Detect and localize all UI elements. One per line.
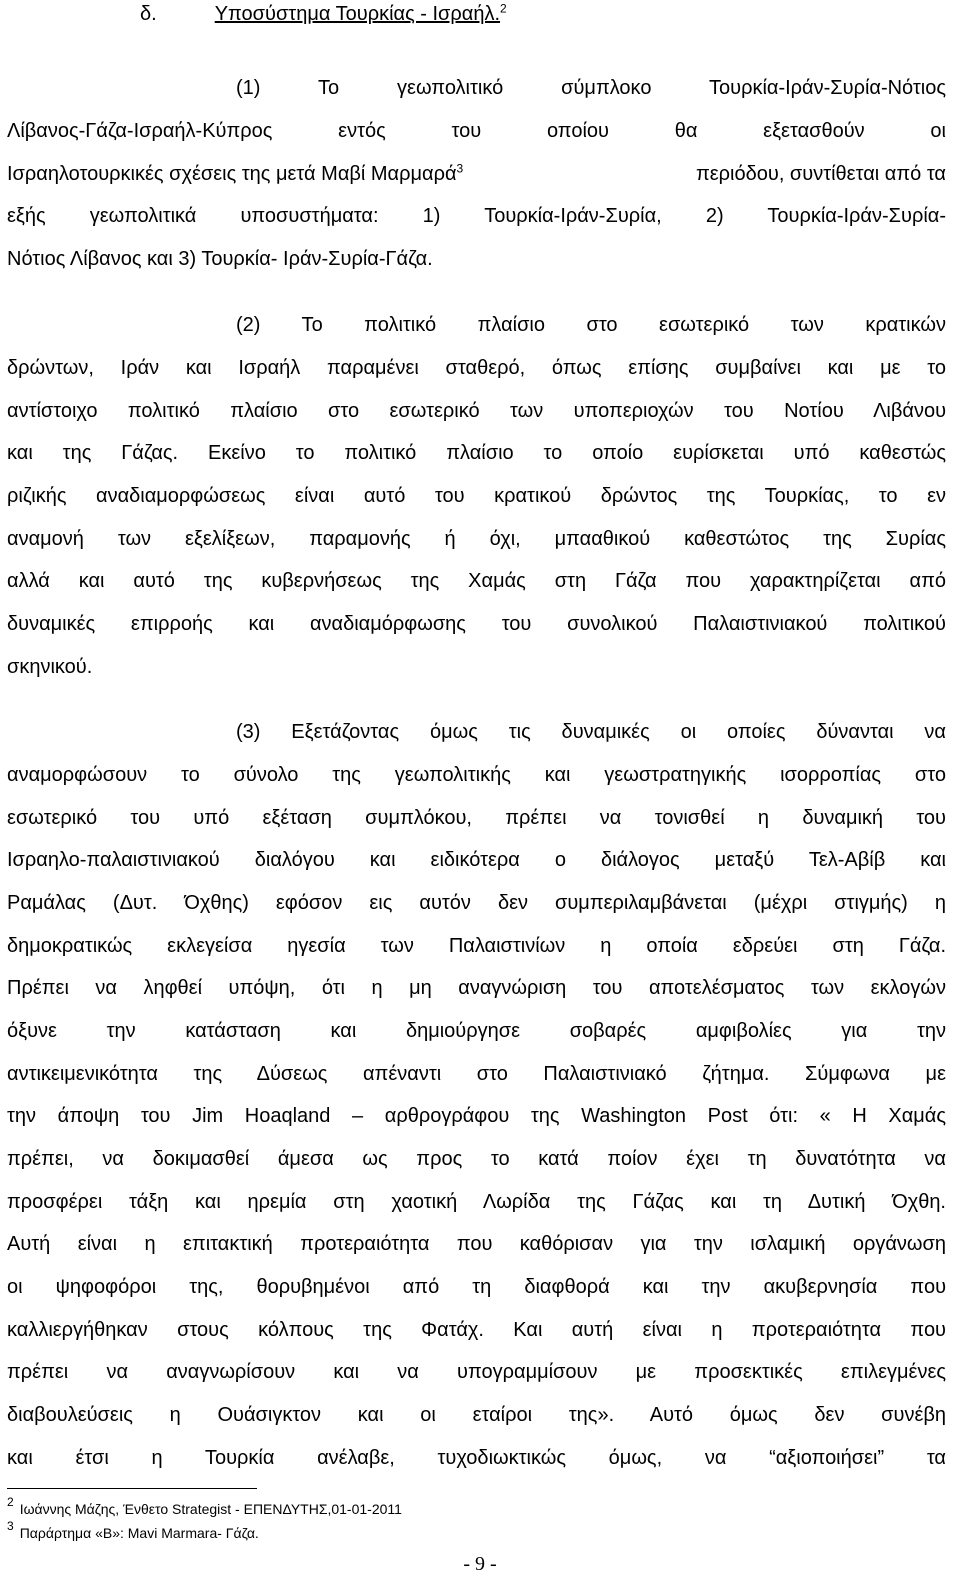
paragraph-3-line: πρέπει, να δοκιμασθεί άμεσα ως προς το κατά ποίον έχει τη δυνατότητα να [7, 1148, 946, 1170]
paragraph-3-line: Αυτή είναι η επιτακτική προτεραιότητα που καθόρισαν για την ισλαμική οργάνωση [7, 1233, 946, 1255]
paragraph-3-line: (3) Εξετάζοντας όμως τις δυναμικές οι οποίες δύνανται να [236, 721, 946, 743]
paragraph-3-line: διαβουλεύσεις η Ουάσιγκτον και οι εταίροι της». Αυτό όμως δεν συνέβη [7, 1404, 946, 1426]
paragraph-2-line: αλλά και αυτό της κυβερνήσεως της Χαμάς στη Γάζα που χαρακτηρίζεται από [7, 570, 946, 592]
paragraph-2-line: και της Γάζας. Εκείνο το πολιτικό πλαίσιο το οποίο ευρίσκεται υπό καθεστώς [7, 442, 946, 464]
footnote-3 [7, 1519, 259, 1543]
footnote-text: Ιωάννης Μάζης, Ένθετο Strategist - ΕΠΕΝΔΥΤΗΣ,01-01-2011 [19, 1501, 402, 1517]
paragraph-2-line: αντίστοιχο πολιτικό πλαίσιο στο εσωτερικό των υποπεριοχών του Νοτίου Λιβάνου [7, 400, 946, 422]
paragraph-3-line: προσφέρει τάξη και ηρεμία στη χαοτική Λωρίδα της Γάζας και τη Δυτική Όχθη. [7, 1191, 946, 1213]
paragraph-3-line: όξυνε την κατάσταση και δημιούργησε σοβαρές αμφιβολίες για την [7, 1020, 946, 1042]
paragraph-2-line: (2) Το πολιτικό πλαίσιο στο εσωτερικό των κρατικών [236, 314, 946, 336]
paragraph-3-line: οι ψηφοφόροι της, θορυβημένοι από τη διαφθορά και την ακυβερνησία που [7, 1276, 946, 1298]
paragraph-2-line: δρώντων, Ιράν και Ισραήλ παραμένει σταθερό, όπως επίσης συμβαίνει και με το [7, 357, 946, 379]
paragraph-1-line: (1) Το γεωπολιτικό σύμπλοκο Τουρκία-Ιράν-Συρία-Νότιος [236, 77, 946, 99]
footnote-2 [7, 1495, 402, 1519]
paragraph-3-line: καλλιεργήθηκαν στους κόλπους της Φατάχ. Και αυτή είναι η προτεραιότητα που [7, 1319, 946, 1341]
section-letter: δ. [140, 3, 157, 25]
section-heading [140, 2, 840, 26]
footnote-text: Παράρτημα «Β»: Mavi Marmara- Γάζα. [19, 1525, 259, 1541]
footnote-number: 2 [7, 1495, 14, 1509]
footnote-number: 3 [7, 1519, 14, 1533]
paragraph-1-line: Ισραηλοτουρκικές σχέσεις της μετά Μαβί Μαρμαρά$^3$ περιόδου, συντίθεται από τα [7, 161, 946, 185]
paragraph-1-line: εξής γεωπολιτικά υποσυστήματα: 1) Τουρκία-Ιράν-Συρία, 2) Τουρκία-Ιράν-Συρία- [7, 205, 946, 227]
paragraph-2-line: δυναμικές επιρροής και αναδιαμόρφωσης του συνολικού Παλαιστινιακού πολιτικού [7, 613, 946, 635]
paragraph-3-line: Ραμάλας (Δυτ. Όχθης) εφόσον εις αυτόν δεν συμπεριλαμβάνεται (μέχρι στιγμής) η [7, 892, 946, 914]
section-title: Υποσύστημα Τουρκίας - Ισραήλ. [214, 3, 501, 25]
footnote-separator [7, 1488, 257, 1489]
footnote-ref-2: 2 [500, 1, 507, 16]
paragraph-1-line: Νότιος Λίβανος και 3) Τουρκία- Ιράν-Συρία-Γάζα. [7, 248, 433, 270]
paragraph-3-line: Ισραηλο-παλαιστινιακού διαλόγου και ειδικότερα ο διάλογος μεταξύ Τελ-Αβίβ και [7, 849, 946, 871]
paragraph-3-line: εσωτερικό του υπό εξέταση συμπλόκου, πρέπει να τονισθεί η δυναμική του [7, 807, 946, 829]
paragraph-3-line: αναμορφώσουν το σύνολο της γεωπολιτικής και γεωστρατηγικής ισορροπίας στο [7, 764, 946, 786]
page-number: - 9 - [463, 1553, 497, 1575]
paragraph-3-line: και έτσι η Τουρκία ανέλαβε, τυχοδιωκτικώς όμως, να “αξιοποιήσει” τα [7, 1447, 946, 1469]
paragraph-3-line: Πρέπει να ληφθεί υπόψη, ότι η μη αναγνώριση του αποτελέσματος των εκλογών [7, 977, 946, 999]
paragraph-3-line: πρέπει να αναγνωρίσουν και να υπογραμμίσουν με προσεκτικές επιλεγμένες [7, 1361, 946, 1383]
footnote-ref-3: 3 [456, 161, 464, 176]
paragraph-2-line: ριζικής αναδιαμορφώσεως είναι αυτό του κρατικού δρώντος της Τουρκίας, το εν [7, 485, 946, 507]
paragraph-1-line: Λίβανος-Γάζα-Ισραήλ-Κύπρος εντός του οποίου θα εξετασθούν οι [7, 120, 946, 142]
paragraph-3-line: την άποψη του Jim Hoaqland – αρθρογράφου της Washington Post ότι: « Η Χαμάς [7, 1105, 946, 1127]
paragraph-3-line: δημοκρατικώς εκλεγείσα ηγεσία των Παλαιστινίων η οποία εδρεύει στη Γάζα. [7, 935, 946, 957]
paragraph-3-line: αντικειμενικότητα της Δύσεως απέναντι στο Παλαιστινιακό ζήτημα. Σύμφωνα με [7, 1063, 946, 1085]
paragraph-2-line: σκηνικού. [7, 656, 93, 678]
paragraph-2-line: αναμονή των εξελίξεων, παραμονής ή όχι, μπααθικού καθεστώτος της Συρίας [7, 528, 946, 550]
